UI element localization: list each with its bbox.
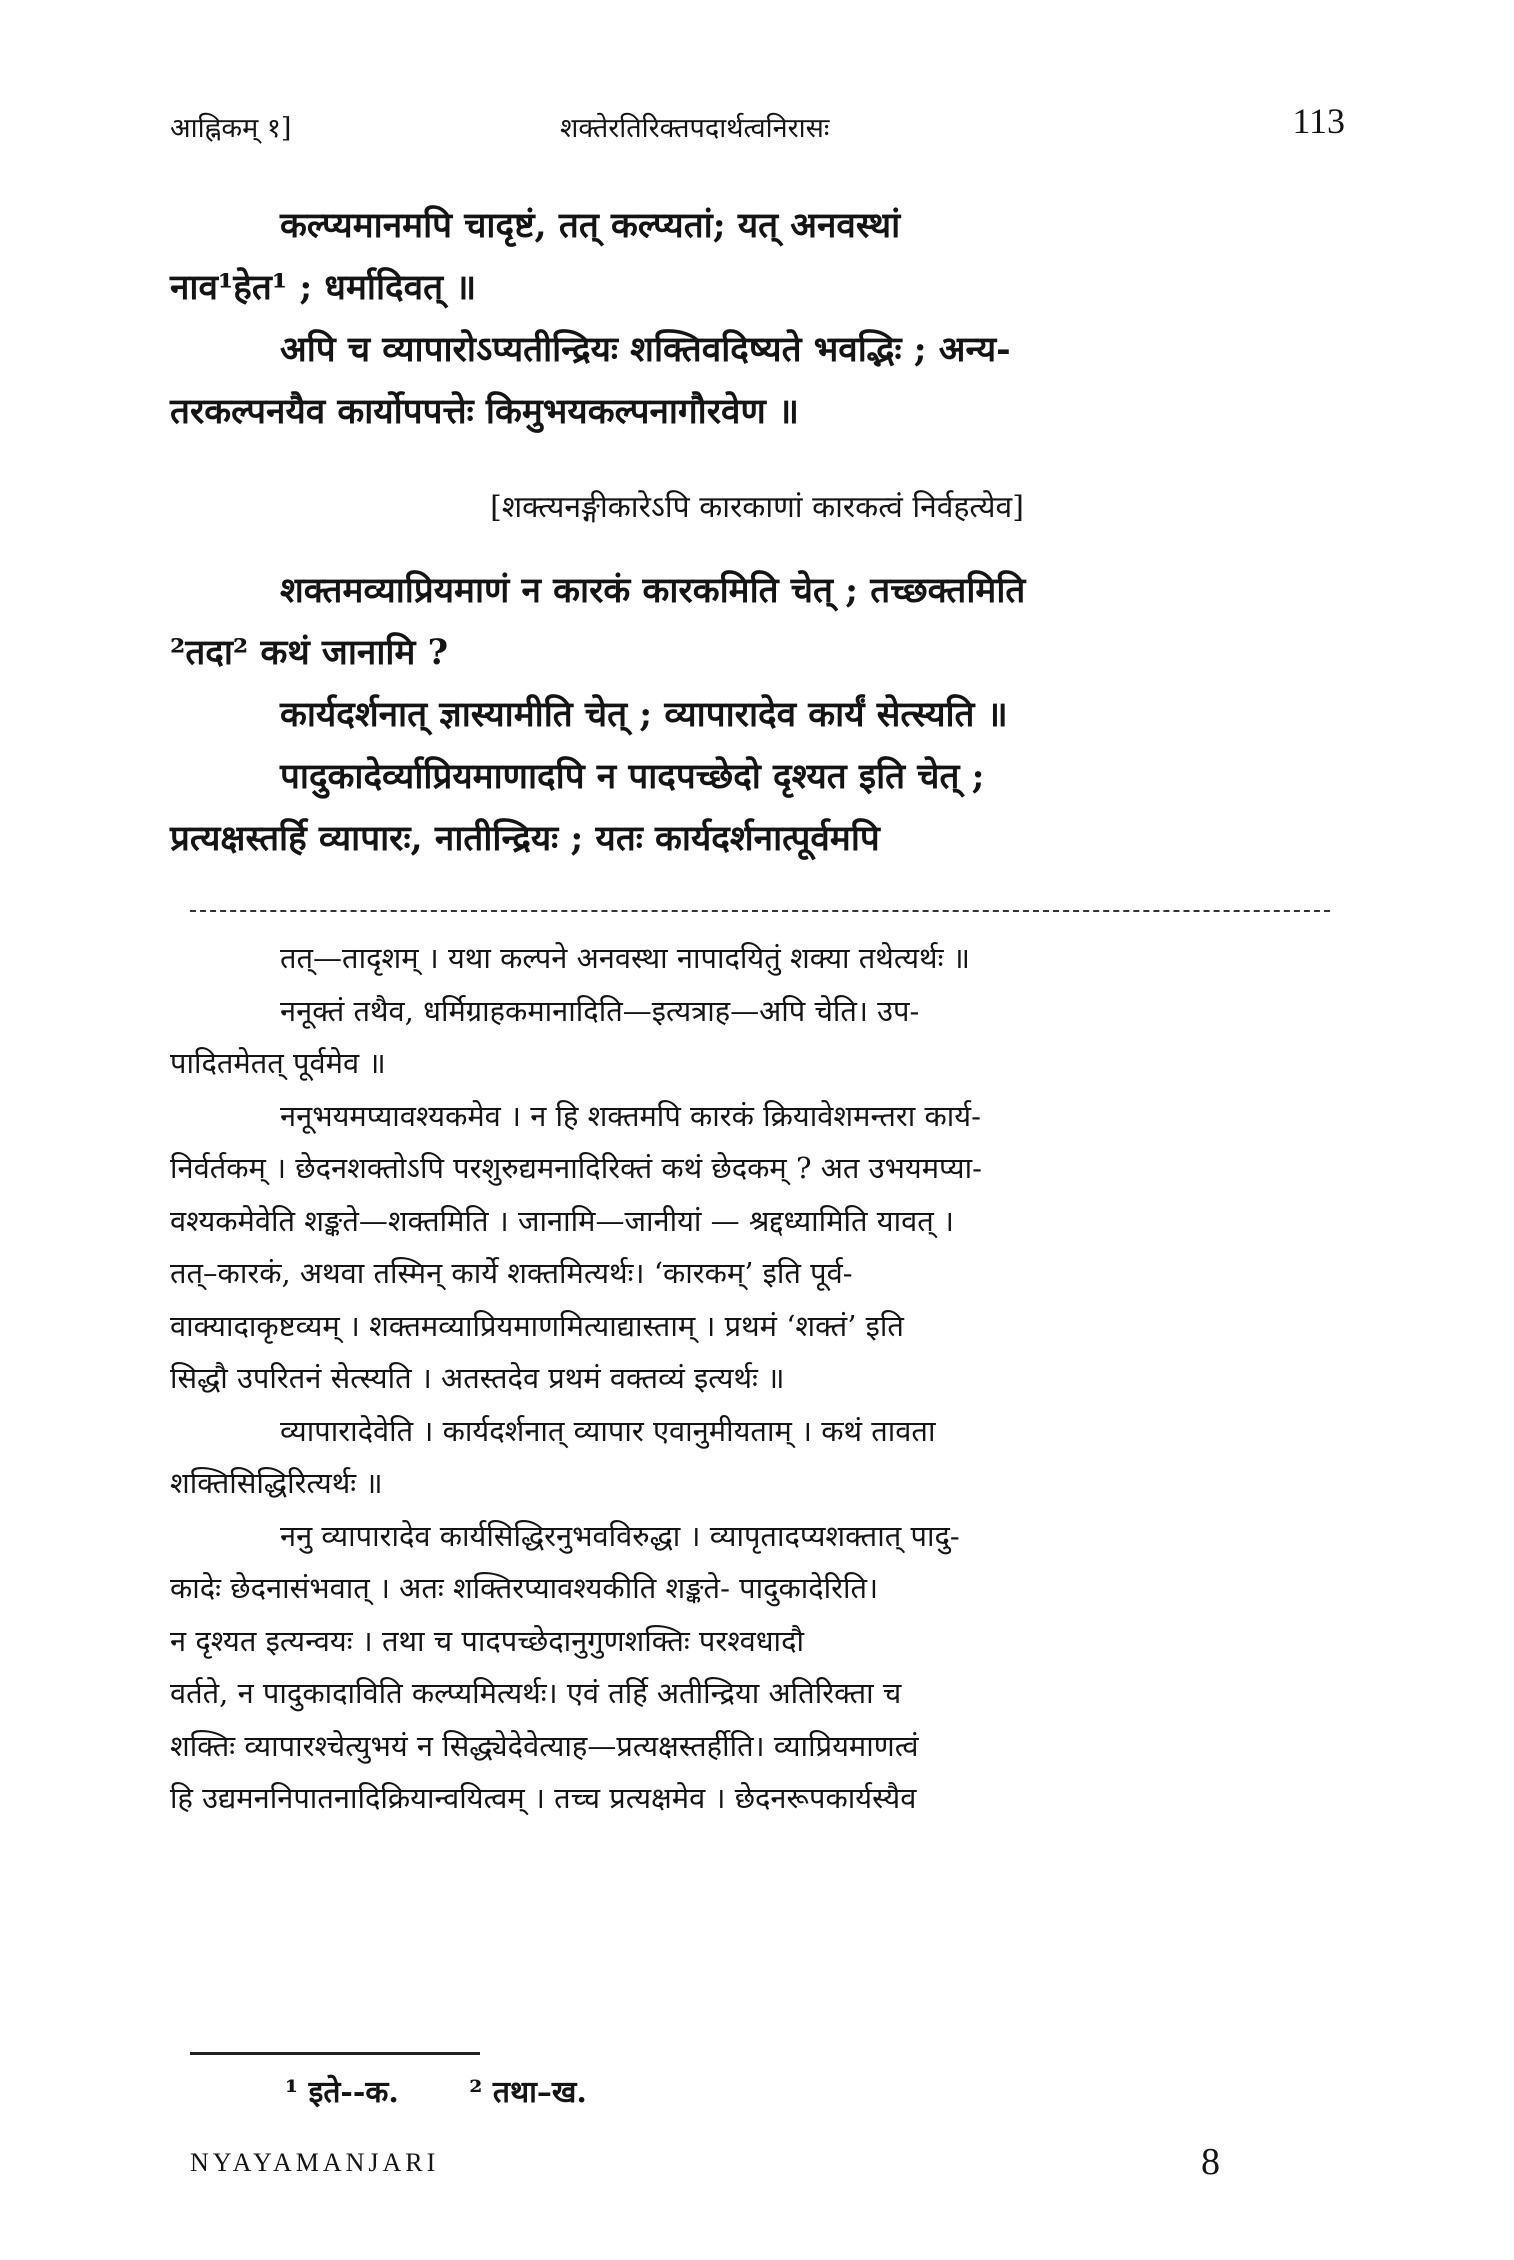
commentary-line: शक्तिसिद्धिरित्यर्थः ॥: [170, 1466, 383, 1500]
text-line: कल्प्यमानमपि चादृष्टं, तत् कल्प्यतां; यत् अनवस्थां: [280, 205, 901, 246]
running-head: [170, 100, 1345, 150]
commentary-line: पादितमेतत् पूर्वमेव ॥: [170, 1046, 386, 1080]
chapter-label: आह्निकम् १]: [170, 113, 292, 144]
section-heading: [शक्त्यनङ्गीकारेऽपि कारकाणां कारकत्वं निर्वहत्येव]: [490, 490, 1024, 525]
text-line: अपि च व्यापारोऽप्यतीन्द्रियः शक्तिवदिष्यते भवद्भिः ; अन्य-: [280, 329, 1011, 370]
commentary-line: वर्तते, न पादुकादाविति कल्प्यमित्यर्थः। एवं तर्हि अतीन्द्रिया अतिरिक्ता च: [170, 1676, 902, 1710]
text-line: शक्तमव्याप्रियमाणं न कारकं कारकमिति चेत् ; तच्छक्तमिति: [280, 570, 1026, 611]
commentary-line: कादेः छेदनासंभवात् । अतः शक्तिरप्यावश्यकीति शङ्कते- पादुकादेरिति।: [170, 1571, 879, 1605]
text-line: नाव¹हेत¹ ; धर्मादिवत् ॥: [170, 267, 477, 308]
main-text-block-1: [170, 195, 1345, 443]
commentary-line: तत्—तादृशम् । यथा कल्पने अनवस्था नापादयितुं शक्या तथेत्यर्थः ॥: [280, 941, 971, 975]
signature-line: [190, 2140, 1290, 2190]
commentary-line: ननूभयमप्यावश्यकमेव । न हि शक्तमपि कारकं क्रियावेशमन्तरा कार्य-: [280, 1098, 981, 1133]
footnote-2: ² तथा–ख.: [469, 2075, 587, 2110]
text-line: प्रत्यक्षस्तर्हि व्यापारः, नातीन्द्रियः ; यतः कार्यदर्शनात्पूर्वमपि: [170, 818, 880, 859]
footnote-rule: [190, 2052, 480, 2055]
commentary-line: वश्यकमेवेति शङ्कते—शक्तमिति । जानामि—जानीयां — श्रद्दध्यामिति यावत् ।: [170, 1203, 954, 1238]
commentary-line: तत्–कारकं, अथवा तस्मिन् कार्ये शक्तमित्यर्थः। ‘कारकम्’ इति पूर्व-: [170, 1256, 853, 1290]
commentary-block: [170, 932, 1345, 1825]
commentary-line: ननूक्तं तथैव, धर्मिग्राहकमानादिति—इत्यत्राह—अपि चेति। उप-: [280, 993, 920, 1028]
footnotes: [285, 2070, 647, 2111]
main-text-block-2: [170, 560, 1345, 870]
section-title: शक्तेरतिरिक्तपदार्थत्वनिरासः: [560, 113, 830, 144]
commentary-line: निर्वर्तकम् । छेदनशक्तोऽपि परशुरुद्यमनादिरिक्तं कथं छेदकम् ? अत उभयमप्या-: [170, 1151, 982, 1185]
commentary-line: वाक्यादाकृष्टव्यम् । शक्तमव्याप्रियमाणमित्याद्यास्ताम् । प्रथमं ‘शक्तं’ इति: [170, 1308, 904, 1343]
commentary-line: हि उद्यमननिपातनादिक्रियान्वयित्वम् । तच्च प्रत्यक्षमेव । छेदनरूपकार्यस्यैव: [170, 1781, 917, 1815]
commentary-line: सिद्धौ उपरितनं सेत्स्यति । अतस्तदेव प्रथमं वक्तव्यं इत्यर्थः ॥: [170, 1361, 785, 1395]
commentary-line: शक्तिः व्यापारश्चेत्युभयं न सिद्ध्येदेवेत्याह—प्रत्यक्षस्तर्हीति। व्याप्रियमाणत्वं: [170, 1728, 919, 1763]
text-line: पादुकादेर्व्याप्रियमाणादपि न पादपच्छेदो दृश्यत इति चेत् ;: [280, 756, 985, 797]
separator-rule: [190, 910, 1330, 912]
text-line: कार्यदर्शनात् ज्ञास्यामीति चेत् ; व्यापारादेव कार्यं सेत्स्यति ॥: [280, 694, 1008, 735]
commentary-line: न दृश्यत इत्यन्वयः । तथा च पादपच्छेदानुगुणशक्तिः परश्वधादौ: [170, 1623, 804, 1658]
footnote-1: ¹ इते--क.: [285, 2075, 399, 2110]
text-line: ²तदा² कथं जानामि ?: [170, 632, 449, 673]
signature-number: 8: [1201, 2141, 1220, 2183]
commentary-line: ननु व्यापारादेव कार्यसिद्धिरनुभवविरुद्धा । व्यापृतादप्यशक्तात् पादु-: [280, 1518, 960, 1553]
signature-title: NYAYAMANJARI: [190, 2148, 440, 2177]
page-number: 113: [1292, 101, 1345, 141]
commentary-line: व्यापारादेवेति । कार्यदर्शनात् व्यापार एवानुमीयताम् । कथं तावता: [280, 1413, 936, 1448]
text-line: तरकल्पनयैव कार्योपपत्तेः किमुभयकल्पनागौरवेण ॥: [170, 391, 799, 432]
